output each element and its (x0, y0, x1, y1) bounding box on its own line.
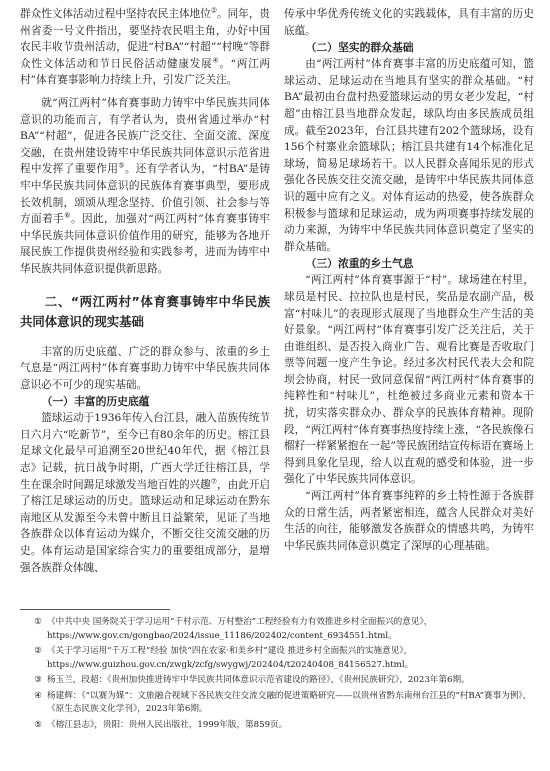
paragraph: 由“两江两村”体育赛事丰富的历史底蕴可知，篮球运动、足球运动在当地具有坚实的群众基础。“村BA”最初由台盘村热爱篮球运动的男女老少发起，“村超”由榕江县当地群众发起，球队均由多民族成员组成。截至2023年，台江县共建有202个篮球场，设有156个村寨业余篮球队；榕江县共建有14个标准化足球场，简易足球场若干。以人民群众喜闻乐见的形式强化各民族交往交流交融，是铸牢中华民族共同体意识的题中应有之义。对体育运动的热爱，使各族群众积极参与篮球和足球运动，成为两项赛事持续发展的动力来源，为铸牢中华民族共同体意识奠定了坚实的群众基础。 (284, 58, 534, 253)
subsection-heading: （二）坚实的群众基础 (305, 41, 414, 55)
paragraph: 就“两江两村”体育赛事助力铸牢中华民族共同体意识的功能而言，有学者认为，贵州省通过举办“村BA”“村超”，促进各民族广泛交往、全面交流、深度交融，在贵州建设铸牢中华民族共同体意识示范省进程中发挥了重要作用⑤。还有学者认为，“村BA”是铸牢中华民族共同体意识的民族体育赛事典型，要形成长效机制，颂颂从理念坚持、价值引领、社会参与等方面着手⑥。因此，加强对“两江两村”体育赛事铸牢中华民族共同体意识价值作用的研究，能够为各地开展民族工作提供贵州经验和实践参考，进而为铸牢中华民族共同体意识提供新思路。 (20, 96, 271, 275)
paragraph: 篮球运动于1936年传入台江县，融入苗族传统节日六月六“吃新节”，至今已有80余年的历史。榕江县足球文化最早可追溯至20世纪40年代，据《榕江县志》记载，抗日战争时期，广西大学迁往榕江县，学生在课余时间踢足球激发当地百姓的兴趣⑦，由此开启了榕江足球运动的历史。篮球运动和足球运动在黔东南地区从发源至今未曾中断且日益繁荣，见证了当地各族群众以体育运动为媒介，不断交往交流交融的历史。体育运动是国家综合实力的重要组成部分，是增强各族群众体魄、 (20, 412, 271, 574)
paragraph: 丰富的历史底蕴、广泛的群众参与、浓重的乡土气息是“两江两村”体育赛事助力铸牢中华民族共同体意识必不可少的现实基础。 (20, 345, 270, 391)
left-column (20, 6, 270, 576)
section-heading: 二、“两江两村”体育赛事铸牢中华民族共同体意识的现实基础 (20, 293, 270, 329)
subsection-heading: （三）浓重的乡土气息 (305, 257, 414, 271)
footnote: ⑤ 《榕江县志》，贵阳：贵州人民出版社，1999年版，第859页。 (34, 719, 288, 730)
paragraph: “两江两村”体育赛事源于“村”。球场建在村里，球员是村民、拉拉队也是村民，奖品是农副产品，极富“村味儿”的表现形式展现了当地群众生产生活的美好景象。“两江两村”体育赛事引发广泛关注后，关于由谁组织、是否投入商业广告、观看比赛是否收取门票等问题一度产生争论。经过多次村民代表大会和院坝会协商，村民一致同意保留“两江两村”体育赛事的纯粹性和“村味儿”，杜绝被过多商业元素和资本干扰，切实落实群众办、群众享的民族体育精神。现阶段，“两江两村”体育赛事热度持续上涨，“各民族像石榴籽一样紧紧抱在一起”等民族团结宣传标语在赛场上得到具象化呈现，给人以直观的感受和体验，进一步强化了中华民族共同体意识。 (284, 274, 534, 486)
paragraph: 群众性文体活动过程中坚持农民主体地位②。同年，贵州省委一号文件指出，要坚持农民唱主角，办好中国农民丰收节贵州活动，促进“村BA”“村超”“村晚”等群众性文体活动和节日民俗活动健康发展④。“两江两村”体育赛事影响力持续上升，引发广泛关注。 (20, 6, 271, 87)
footnote: ④ 杨建辉：《“以赛为媒”：文旅融合视域下各民族交往交流交融的促进策略研究——以贵州省黔东南州台江县的“村BA”赛事为例》，《原生态民族文化学刊》，2023年第6期。 (34, 690, 532, 714)
footnotes (20, 616, 534, 734)
footnote-divider (20, 609, 170, 610)
paragraph: “两江两村”体育赛事纯粹的乡土特性源于各族群众的日常生活，两者紧密相连，蕴含人民群众对美好生活的向往，能够激发各族群众的情感共鸣，为铸牢中华民族共同体意识奠定了深厚的心理基础。 (284, 490, 534, 552)
subsection-heading: （一）丰富的历史底蕴 (41, 395, 150, 409)
footnote: ② 《关于学习运用“千万工程”经验 加快“四在农家·和美乡村”建设 推进乡村全面振兴的实施意见》，https://www.guizhou.gov.cn/zwgk/zcfg/swygwj/202404/t20240408_84156527.html。 (34, 646, 414, 670)
paragraph: 传承中华优秀传统文化的实践载体，具有丰富的历史底蕴。 (284, 8, 534, 37)
footnote: ① 《中共中央 国务院关于学习运用“千村示范、万村整治”工程经验有力有效推进乡村全面振兴的意见》，https://www.gov.cn/gongbao/2024/issue_11186/202402/content_6934551.html。 (34, 617, 433, 641)
right-column (284, 6, 534, 554)
footnote: ③ 杨玉兰，段超：《贵州加快推进铸牢中华民族共同体意识示范省建设的路径》，《贵州民族研究》，2023年第6期。 (34, 675, 470, 685)
